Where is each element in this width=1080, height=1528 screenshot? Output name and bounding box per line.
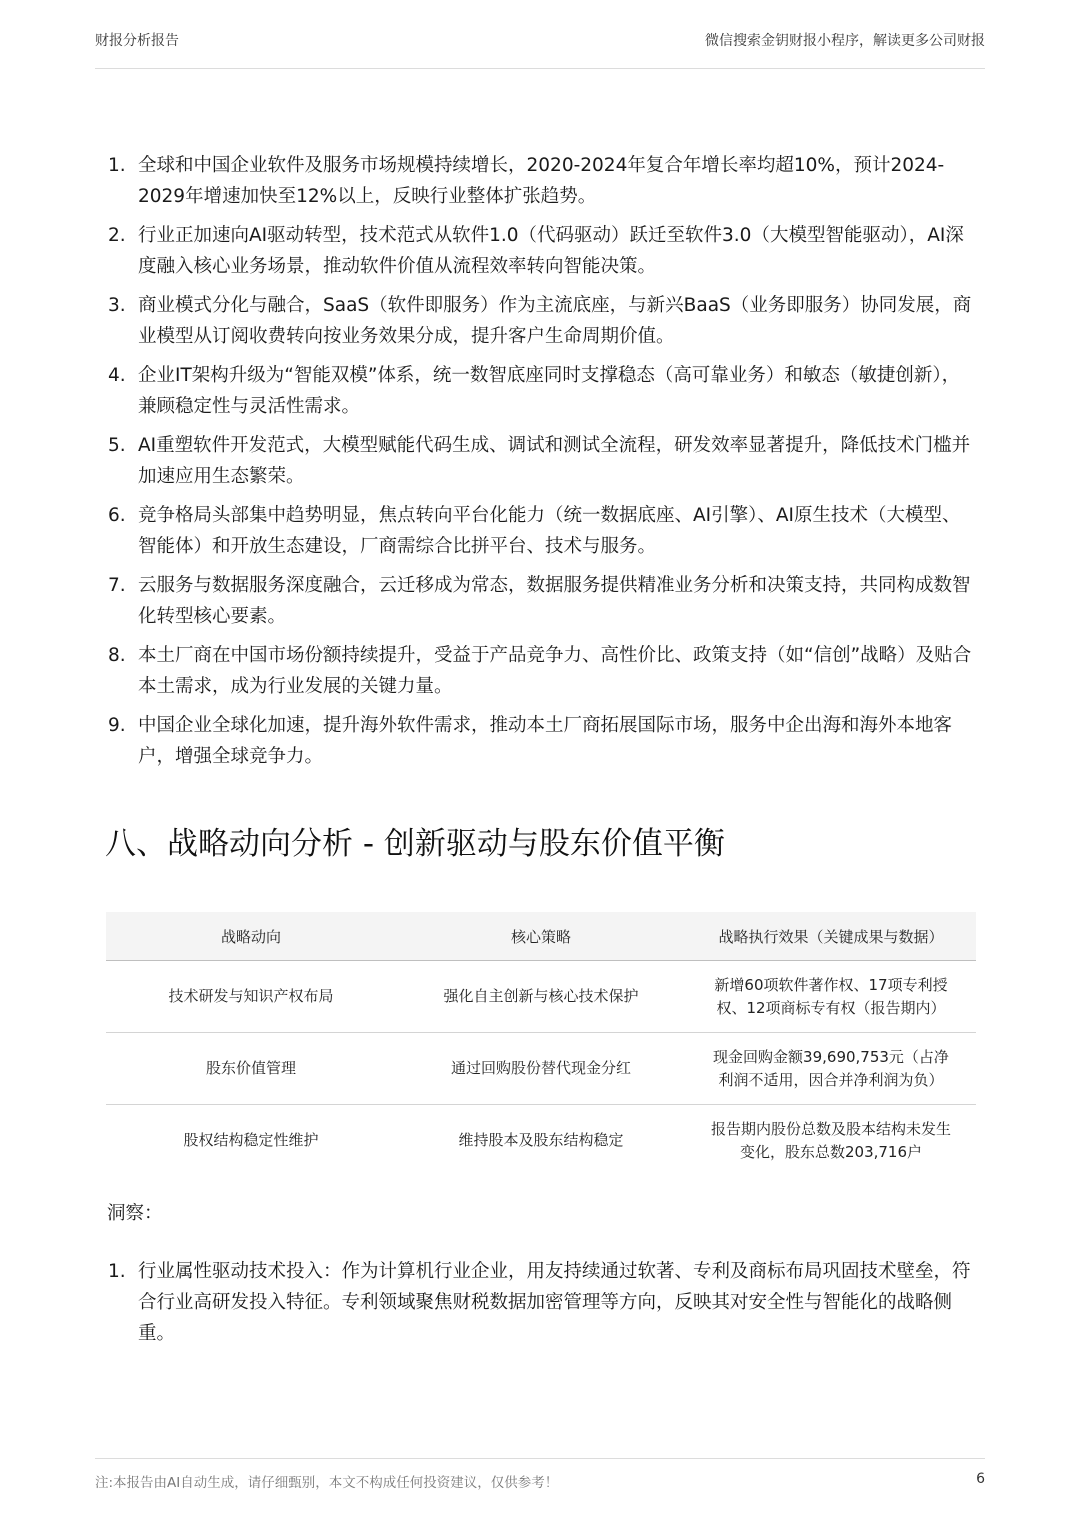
page-footer: [95, 1458, 985, 1491]
list-text: 商业模式分化与融合，SaaS（软件即服务）作为主流底座，与新兴BaaS（业务即服务）协同发展，商业模型从订阅收费转向按业务效果分成，提升客户生命周期价值。: [138, 295, 972, 347]
table-cell: 现金回购金额39,690,753元（占净利润不适用，因合并净利润为负）: [686, 1033, 976, 1105]
table-cell: 股东价值管理: [106, 1033, 396, 1105]
table-cell: 维持股本及股东结构稳定: [458, 1131, 624, 1149]
list-item: [108, 150, 978, 212]
list-text: 云服务与数据服务深度融合，云迁移成为常态，数据服务提供精准业务分析和决策支持，共同构成数智化转型核心要素。: [138, 575, 971, 627]
list-text: 本土厂商在中国市场份额持续提升，受益于产品竞争力、高性价比、政策支持（如“信创”战略）及贴合本土需求，成为行业发展的关键力量。: [138, 645, 972, 697]
page-number: 6: [976, 1471, 985, 1487]
table-row: [106, 1105, 976, 1177]
list-number: 8.: [108, 645, 126, 666]
list-number: 6.: [108, 505, 126, 526]
list-item: [108, 710, 978, 772]
list-text: 中国企业全球化加速，提升海外软件需求，推动本土厂商拓展国际市场，服务中企出海和海外本地客户，增强全球竞争力。: [138, 715, 953, 767]
table-cell: 股权结构稳定性维护: [183, 1131, 319, 1149]
list-text: 竞争格局头部集中趋势明显，焦点转向平台化能力（统一数据底座、AI引擎）、AI原生技术（大模型、智能体）和开放生态建设，厂商需综合比拼平台、技术与服务。: [138, 505, 961, 557]
list-number: 4.: [108, 365, 126, 386]
column-header: 战略执行效果（关键成果与数据）: [686, 912, 976, 961]
list-text: 行业属性驱动技术投入：作为计算机行业企业，用友持续通过软著、专利及商标布局巩固技术壁垒，符合行业高研发投入特征。专利领域聚焦财税数据加密管理等方向，反映其对安全性与智能化的战略侧重。: [138, 1261, 971, 1344]
list-number: 7.: [108, 575, 126, 596]
list-text: 企业IT架构升级为“智能双模”体系，统一数智底座同时支撑稳态（高可靠业务）和敏态（敏捷创新），兼顾稳定性与灵活性需求。: [138, 365, 961, 417]
list-item: [108, 1256, 978, 1349]
footer-disclaimer: 注:本报告由AI自动生成，请仔细甄别，本文不构成任何投资建议，仅供参考！: [95, 1475, 559, 1491]
list-item: [108, 290, 978, 352]
table-row: [106, 961, 976, 1033]
table-row: [106, 1033, 976, 1105]
list-item: [108, 640, 978, 702]
list-text: 全球和中国企业软件及服务市场规模持续增长，2020-2024年复合年增长率均超10%，预计2024-2029年增速加快至12%以上，反映行业整体扩张趋势。: [138, 155, 945, 207]
list-text: 行业正加速向AI驱动转型，技术范式从软件1.0（代码驱动）跃迁至软件3.0（大模型智能驱动），AI深度融入核心业务场景，推动软件价值从流程效率转向智能决策。: [138, 225, 964, 277]
table-cell: 技术研发与知识产权布局: [106, 961, 396, 1033]
trend-list: [108, 150, 978, 780]
list-number: 3.: [108, 295, 126, 316]
list-number: 9.: [108, 715, 126, 736]
list-item: [108, 360, 978, 422]
table-header-row: [106, 912, 976, 961]
column-header: 核心策略: [396, 912, 686, 961]
insight-list: [108, 1256, 978, 1357]
insight-label: 洞察：: [107, 1203, 163, 1224]
list-number: 2.: [108, 225, 126, 246]
column-header: 战略动向: [106, 912, 396, 961]
list-item: [108, 500, 978, 562]
list-item: [108, 430, 978, 492]
list-number: 1.: [108, 1261, 126, 1282]
list-item: [108, 570, 978, 632]
list-item: [108, 220, 978, 282]
page-header: [95, 28, 985, 69]
table-cell: 报告期内股份总数及股本结构未发生变化，股东总数203,716户: [710, 1119, 951, 1161]
table-cell: 通过回购股份替代现金分红: [396, 1033, 686, 1105]
table-cell: 强化自主创新与核心技术保护: [396, 961, 686, 1033]
header-title: 财报分析报告: [95, 33, 179, 49]
list-number: 5.: [108, 435, 126, 456]
table-cell: 新增60项软件著作权、17项专利授权、12项商标专有权（报告期内）: [686, 961, 976, 1033]
list-number: 1.: [108, 155, 126, 176]
header-promo: 微信搜索金钥财报小程序，解读更多公司财报: [705, 33, 985, 49]
list-text: AI重塑软件开发范式，大模型赋能代码生成、调试和测试全流程，研发效率显著提升，降低技术门槛并加速应用生态繁荣。: [138, 435, 971, 487]
section-title: 八、战略动向分析 - 创新驱动与股东价值平衡: [105, 826, 725, 862]
strategy-table: [106, 912, 976, 1176]
